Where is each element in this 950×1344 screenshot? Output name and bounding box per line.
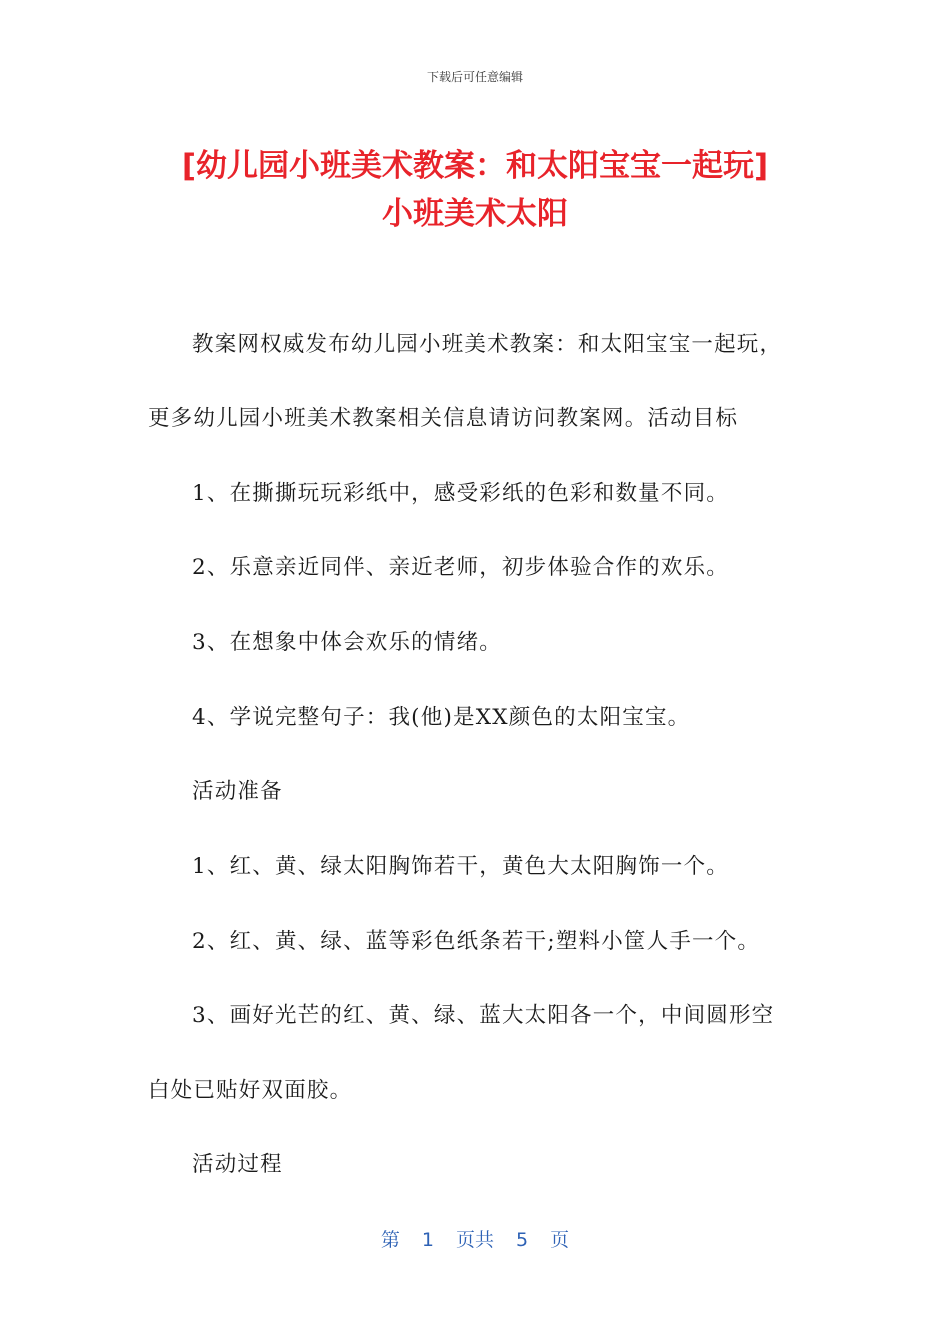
preparation-item-3-line-1: 3、画好光芒的红、黄、绿、蓝大太阳各一个，中间圆形空 <box>192 1003 775 1028</box>
preparation-item-1: 1、红、黄、绿太阳胸饰若干，黄色大太阳胸饰一个。 <box>192 854 729 879</box>
goal-item-3: 3、在想象中体会欢乐的情绪。 <box>192 630 502 655</box>
goal-item-2: 2、乐意亲近同伴、亲近老师，初步体验合作的欢乐。 <box>192 555 729 580</box>
goal-item-4: 4、学说完整句子：我(他)是XX颜色的太阳宝宝。 <box>192 705 691 730</box>
section-heading-preparation: 活动准备 <box>192 779 283 804</box>
footer-suffix: 页 <box>550 1229 570 1251</box>
title-line-2: 小班美术太阳 <box>382 196 568 232</box>
footer-total-pages: 5 <box>516 1229 529 1251</box>
document-title <box>60 142 890 238</box>
goal-item-1: 1、在撕撕玩玩彩纸中，感受彩纸的色彩和数量不同。 <box>192 481 729 506</box>
preparation-item-3-line-2: 白处已贴好双面胶。 <box>148 1078 353 1103</box>
footer-page-number: 1 <box>421 1229 434 1251</box>
preparation-item-2: 2、红、黄、绿、蓝等彩色纸条若干;塑料小筐人手一个。 <box>192 929 761 954</box>
title-line-1: [幼儿园小班美术教案：和太阳宝宝一起玩] <box>181 148 769 184</box>
footer-middle: 页共 <box>455 1229 494 1251</box>
header-note: 下载后可任意编辑 <box>426 70 523 84</box>
paragraph-intro-line-1: 教案网权威发布幼儿园小班美术教案：和太阳宝宝一起玩， <box>192 332 783 357</box>
paragraph-intro-line-2: 更多幼儿园小班美术教案相关信息请访问教案网。活动目标 <box>148 406 739 431</box>
footer-prefix: 第 <box>380 1229 400 1251</box>
page-footer <box>0 1225 950 1252</box>
section-heading-process: 活动过程 <box>192 1152 283 1177</box>
